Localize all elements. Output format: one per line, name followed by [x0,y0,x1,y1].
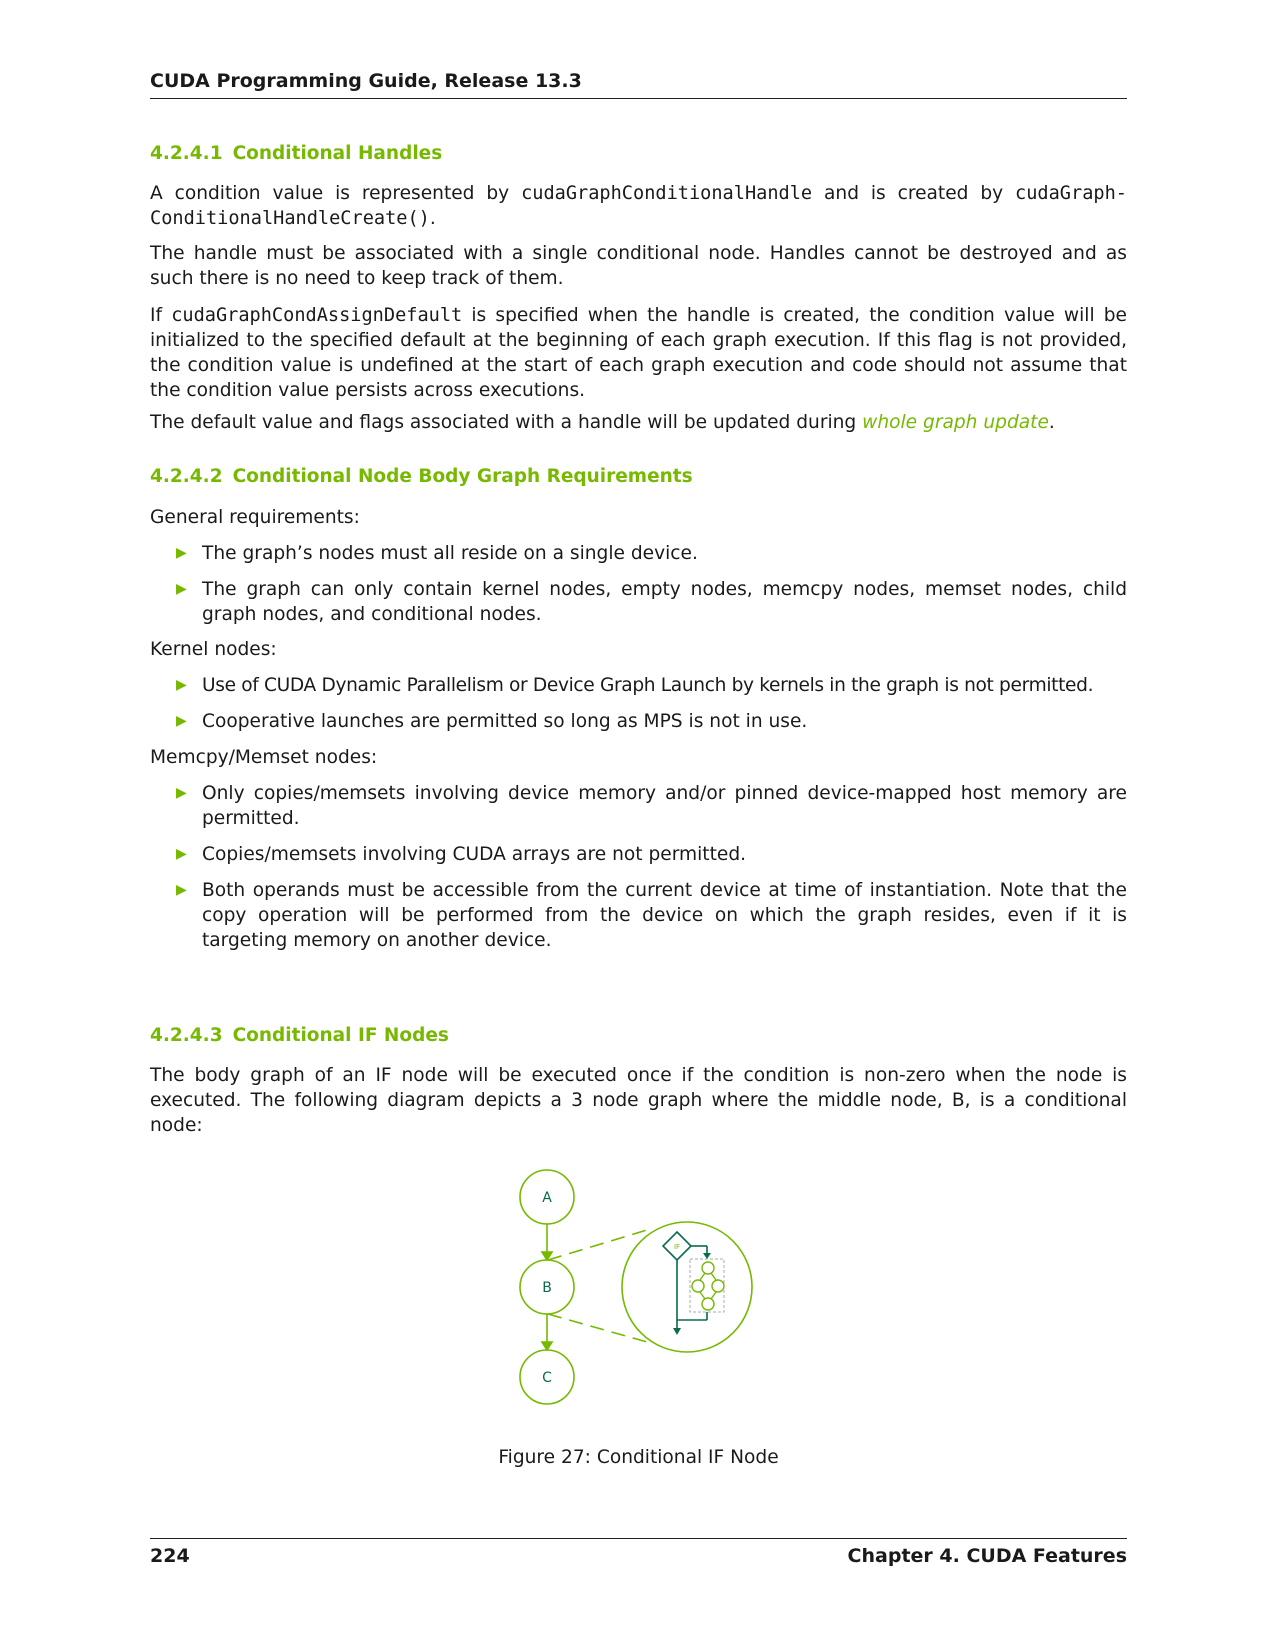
body-node-top [702,1262,714,1274]
arrowhead-if-exit [673,1328,681,1335]
list-item-text: Cooperative launches are permitted so long as MPS is not in use. [202,711,808,732]
node-c-label: C [542,1370,552,1386]
list-label: Memcpy/Memset nodes: [150,747,378,768]
triangle-bullet-icon: ▶ [176,846,187,862]
body-graph-box [690,1259,724,1312]
arrowhead-b-c [542,1342,552,1350]
text: . [1048,412,1055,433]
section-number: 4.2.4.2 [150,466,223,487]
paragraph: The body graph of an IF node will be executed once if the condition is non-zero when the node is executed. The following diagram depicts a 3 node graph where the middle node, B, is a conditional node: [150,1065,1127,1136]
page-number: 224 [150,1545,190,1567]
text: A condition value is represented by [150,183,522,204]
triangle-bullet-icon: ▶ [176,545,187,561]
triangle-bullet-icon: ▶ [176,713,187,729]
paragraph [150,410,1127,435]
if-label: IF [673,1243,681,1251]
section-number: 4.2.4.3 [150,1025,223,1046]
triangle-bullet-icon: ▶ [176,882,187,898]
list-item-text: Use of CUDA Dynamic Parallelism or Device Graph Launch by kernels in the graph is not permitted. [202,675,1094,696]
list-item-text: Both operands must be accessible from the current device at time of instantiation. Note that the copy operation will be performed from the device on which the graph resides, even if it is targeting memory on another device. [202,880,1127,951]
conditional-if-node-figure [150,1160,1127,1430]
body-node-right [712,1280,724,1292]
paragraph: The handle must be associated with a single conditional node. Handles cannot be destroyed and as such there is no need to keep track of them. [150,243,1127,289]
chapter-title: Chapter 4. CUDA Features [847,1545,1127,1567]
section-heading-conditional-handles [150,143,442,164]
node-b-label: B [542,1280,552,1296]
inline-code: cudaGraphConditionalHandle [521,183,813,204]
body-edge [700,1273,705,1280]
paragraph [150,303,1127,403]
triangle-bullet-icon: ▶ [176,677,187,693]
inline-code: cudaGraph-ConditionalHandleCreate() [150,183,1127,229]
section-heading-body-graph-requirements [150,466,693,487]
list-label: Kernel nodes: [150,639,277,660]
inline-code: cudaGraphCondAssignDefault [171,305,463,326]
conditional-if-diagram [150,1160,1127,1430]
section-number: 4.2.4.1 [150,143,223,164]
header-title: CUDA Programming Guide, Release 13.3 [150,70,582,92]
zoom-line-top [548,1230,647,1260]
zoom-line-bottom [548,1314,647,1342]
body-edge [711,1292,716,1299]
text: and is created by [812,183,1016,204]
section-title: Conditional IF Nodes [232,1025,449,1046]
body-node-bottom [702,1298,714,1310]
body-edge [711,1273,716,1280]
whole-graph-update-link[interactable]: whole graph update [862,412,1049,433]
list-item-text: The graph can only contain kernel nodes, empty nodes, memcpy nodes, memset nodes, child graph nodes, and conditional nodes. [202,579,1127,625]
running-header [150,70,1127,99]
triangle-bullet-icon: ▶ [176,785,187,801]
paragraph [150,181,1127,231]
section-title: Conditional Node Body Graph Requirements [232,466,693,487]
section-title: Conditional Handles [232,143,443,164]
triangle-bullet-icon: ▶ [176,581,187,597]
text: . [429,208,436,229]
list-item-text: The graph’s nodes must all reside on a single device. [202,543,698,564]
text: is specified when the handle is created, the condition value will be initialized to the specified default at the beginning of each graph execution. If this flag is not provided, the condition value is undefined at the start of each graph execution and code should not assume that the condition value persists across executions. [150,305,1127,401]
figure-caption: Figure 27: Conditional IF Node [498,1447,779,1468]
text: The default value and flags associated with a handle will be updated during [150,412,863,433]
text: If [150,305,172,326]
running-footer [150,1538,1127,1571]
document-page [150,0,1127,1650]
body-edge [700,1292,705,1299]
list-label: General requirements: [150,507,360,528]
list-item-text: Only copies/memsets involving device memory and/or pinned device-mapped host memory are permitted. [202,783,1127,829]
arrowhead-if-true [703,1253,711,1259]
list-item-text: Copies/memsets involving CUDA arrays are not permitted. [202,844,747,865]
section-heading-conditional-if-nodes [150,1025,449,1046]
node-a-label: A [542,1190,552,1206]
body-node-left [692,1280,704,1292]
